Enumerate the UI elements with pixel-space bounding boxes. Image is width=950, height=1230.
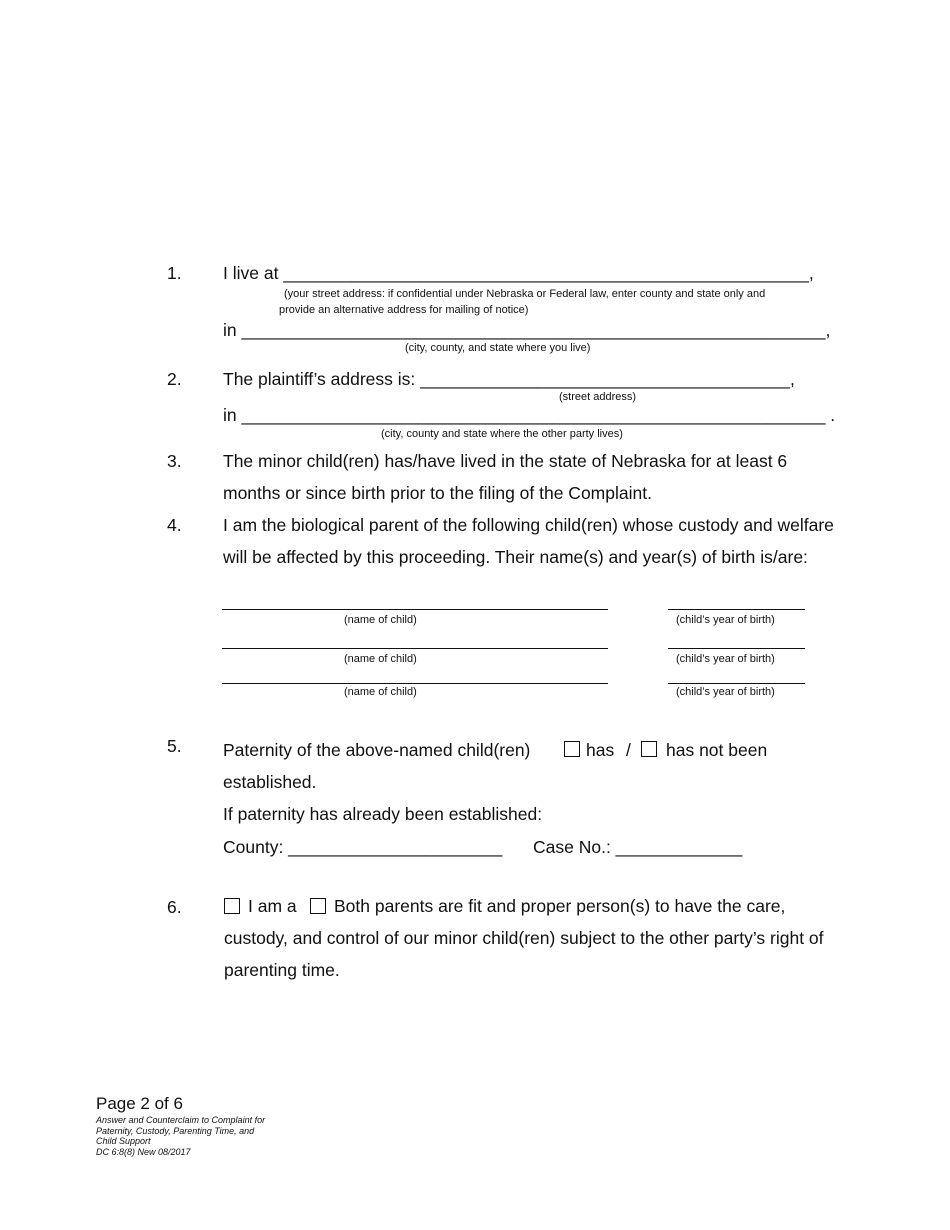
child-2-year-line[interactable] [668,648,805,649]
footer-form-code: DC 6:8(8) New 08/2017 [96,1146,191,1157]
footer-form-title-3: Child Support [96,1136,151,1146]
i-am-a-checkbox[interactable] [224,898,240,914]
child-1-year-line[interactable] [668,609,805,610]
item-6-number: 6. [167,897,182,917]
item-1-number: 1. [167,263,182,283]
paternity-has-label: has [586,740,615,760]
item-4-text-line-2: will be affected by this proceeding. Their name(s) and year(s) of birth is/are: [223,547,808,567]
paternity-county-field[interactable]: County: ______________________ [223,837,503,857]
child-3-year-label: (child’s year of birth) [676,686,775,698]
item-2-number: 2. [167,369,182,389]
paternity-slash: / [626,740,631,760]
item-6-text-line-2: custody, and control of our minor child(ren) subject to the other party’s right of [224,928,824,948]
child-3-name-line[interactable] [222,683,608,684]
street-address-note-2: provide an alternative address for mailing of notice) [279,304,529,316]
child-2-name-label: (name of child) [344,653,417,665]
item-5-number: 5. [167,736,182,756]
child-1-name-label: (name of child) [344,614,417,626]
plaintiff-address-field[interactable]: The plaintiff’s address is: ______________________________________, [223,369,795,389]
both-parents-fit-checkbox[interactable] [310,898,326,914]
plaintiff-street-note: (street address) [559,391,637,403]
child-2-year-label: (child’s year of birth) [676,653,775,665]
item-3-text-line-1: The minor child(ren) has/have lived in the state of Nebraska for at least 6 [223,451,788,471]
item-4-text-line-1: I am the biological parent of the following child(ren) whose custody and welfare [223,515,834,535]
page-number: Page 2 of 6 [96,1094,183,1113]
street-address-note: (your street address: if confidential under Nebraska or Federal law, enter county and state only and [284,288,766,300]
paternity-has-not-label: has not been [666,740,768,760]
plaintiff-city-note: (city, county and state where the other party lives) [381,428,623,440]
child-3-year-line[interactable] [668,683,805,684]
item-3-text-line-2: months or since birth prior to the filing of the Complaint. [223,483,652,503]
paternity-prefix: Paternity of the above-named child(ren) [223,740,531,760]
street-address-field[interactable]: I live at ______________________________________________________, [223,263,814,283]
item-6-text-line-1: Both parents are fit and proper person(s) to have the care, [334,896,786,916]
paternity-line-2: established. [223,772,317,792]
footer-form-title-1: Answer and Counterclaim to Complaint for [96,1115,266,1125]
plaintiff-city-field[interactable]: in ____________________________________________________________ . [223,405,836,425]
item-6-text-line-3: parenting time. [224,960,340,980]
paternity-has-checkbox[interactable] [564,741,580,757]
city-county-state-note: (city, county, and state where you live) [405,342,591,354]
item-3-number: 3. [167,451,182,471]
child-3-name-label: (name of child) [344,686,417,698]
city-county-state-field[interactable]: in ____________________________________________________________, [223,320,831,340]
child-2-name-line[interactable] [222,648,608,649]
paternity-line-3: If paternity has already been established: [223,804,543,824]
paternity-case-no-field[interactable]: Case No.: _____________ [533,837,743,857]
item-4-number: 4. [167,515,182,535]
paternity-has-not-checkbox[interactable] [641,741,657,757]
child-1-name-line[interactable] [222,609,608,610]
child-1-year-label: (child’s year of birth) [676,614,775,626]
footer-form-title-2: Paternity, Custody, Parenting Time, and [96,1125,255,1136]
i-am-a-label: I am a [248,896,297,916]
